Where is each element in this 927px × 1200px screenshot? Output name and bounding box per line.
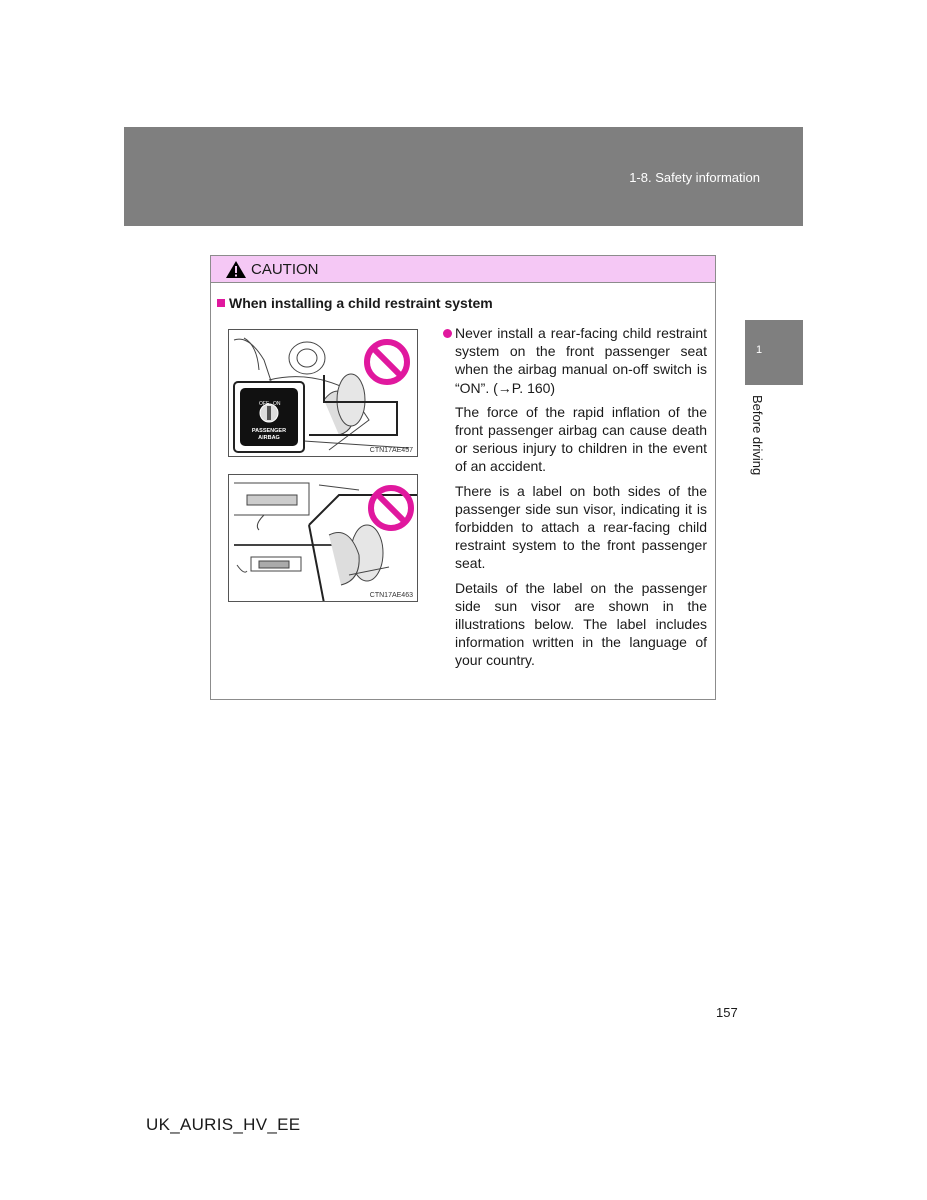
caution-box bbox=[210, 255, 716, 700]
warning-triangle-icon bbox=[225, 260, 247, 279]
section-title: 1-8. Safety information bbox=[629, 170, 760, 185]
switch-label-passenger: PASSENGER bbox=[251, 428, 287, 434]
caution-header bbox=[211, 256, 715, 283]
subheading bbox=[217, 295, 493, 311]
paragraph: The force of the rapid inflation of the front passenger airbag can cause death or serious injury to children in the event of an accident. bbox=[455, 403, 707, 475]
paragraph-text: Never install a rear-facing child restraint system on the front passenger seat when the airbag manual on-off switch is “ON”. (→P. 160) bbox=[455, 325, 707, 396]
header-band bbox=[124, 127, 803, 226]
airbag-switch-illustration bbox=[229, 330, 418, 457]
paragraph bbox=[455, 324, 707, 397]
round-bullet-icon bbox=[443, 329, 452, 338]
figure-sun-visor bbox=[228, 474, 418, 602]
square-bullet-icon bbox=[217, 299, 225, 307]
switch-on-text: ON bbox=[273, 401, 281, 407]
caution-title: CAUTION bbox=[251, 260, 319, 278]
page-number: 157 bbox=[716, 1005, 738, 1020]
chapter-label: Before driving bbox=[750, 395, 765, 476]
figure-airbag-switch bbox=[228, 329, 418, 457]
document-code: UK_AURIS_HV_EE bbox=[146, 1115, 301, 1134]
caution-text bbox=[455, 324, 707, 676]
switch-label-airbag: AIRBAG bbox=[258, 435, 280, 441]
figure-code: CTN17AE457 bbox=[369, 447, 413, 454]
figure-code: CTN17AE463 bbox=[369, 592, 413, 599]
paragraph: Details of the label on the passenger side sun visor are shown in the illustrations below. The label includes information written in the language of your country. bbox=[455, 579, 707, 669]
sun-visor-illustration bbox=[229, 475, 418, 602]
chapter-number: 1 bbox=[756, 344, 763, 356]
chapter-tab bbox=[745, 320, 803, 385]
prohibited-icon bbox=[367, 342, 407, 382]
switch-off-text: OFF bbox=[259, 401, 269, 407]
paragraph: There is a label on both sides of the passenger side sun visor, indicating it is forbidden to attach a rear-facing child restraint system to the front passenger seat. bbox=[455, 482, 707, 572]
subheading-text: When installing a child restraint system bbox=[229, 295, 493, 311]
